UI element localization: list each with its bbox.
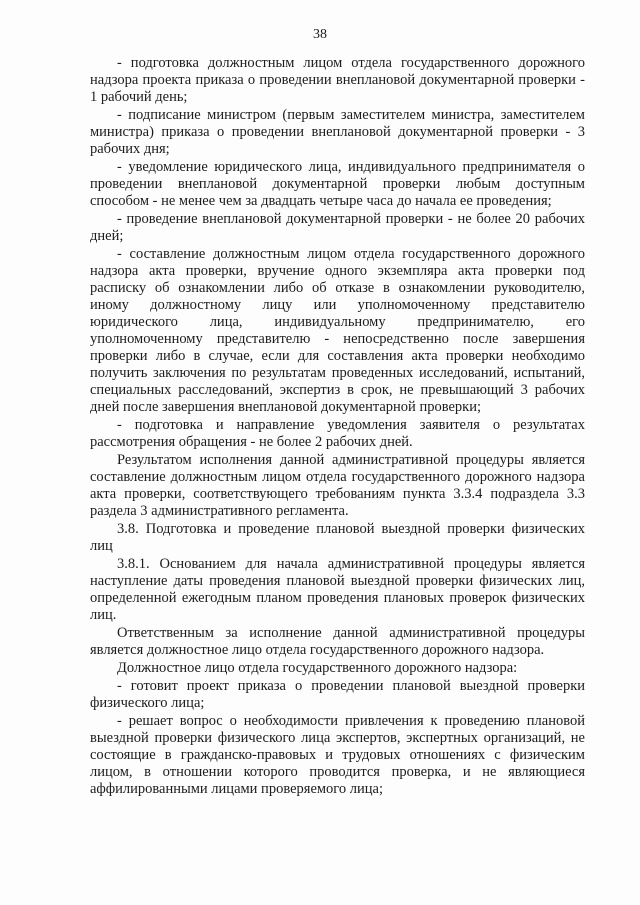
paragraph: - подготовка и направление уведомления заявителя о результатах рассмотрения обращения - не более 2 рабочих дней. <box>90 417 585 450</box>
paragraph: - подготовка должностным лицом отдела государственного дорожного надзора проекта приказа о проведении внеплановой документарной проверки - 1 рабочий день; <box>90 55 585 105</box>
paragraph: - уведомление юридического лица, индивидуального предпринимателя о проведении внеплановой документарной проверки любым доступным способом - не менее чем за двадцать четыре часа до начала ее проведения; <box>90 159 585 209</box>
paragraph: - подписание министром (первым заместителем министра, заместителем министра) приказа о проведении внеплановой документарной проверки - 3 рабочих дня; <box>90 107 585 157</box>
section-heading: 3.8. Подготовка и проведение плановой выездной проверки физических лиц <box>90 521 585 554</box>
paragraph: - готовит проект приказа о проведении плановой выездной проверки физического лица; <box>90 678 585 711</box>
paragraph: - проведение внеплановой документарной проверки - не более 20 рабочих дней; <box>90 211 585 244</box>
paragraph: - решает вопрос о необходимости привлечения к проведению плановой выездной проверки физического лица экспертов, экспертных организаций, не состоящие в гражданско-правовых и трудовых отношениях с физическим лицом, в отношении которого проводится проверка, и не являющиеся аффилированными лицами проверяемого лица; <box>90 713 585 797</box>
paragraph: - составление должностным лицом отдела государственного дорожного надзора акта проверки, вручение одного экземпляра акта проверки под расписку об ознакомлении либо об отказе в ознакомлении руководителю, иному должностному лицу или уполномоченному представителю юридического лица, индивидуальному предпринимателю, его уполномоченному представителю - непосредственно после завершения проверки либо в случае, если для составления акта проверки необходимо получить заключения по результатам проведенных исследований, испытаний, специальных расследований, экспертиз в срок, не превышающий 3 рабочих дней после завершения внеплановой документарной проверки; <box>90 246 585 415</box>
document-body <box>90 55 585 799</box>
paragraph: Ответственным за исполнение данной административной процедуры является должностное лицо отдела государственного дорожного надзора. <box>90 625 585 658</box>
page-number: 38 <box>313 27 327 42</box>
paragraph: Результатом исполнения данной административной процедуры является составление должностным лицом отдела государственного дорожного надзора акта проверки, соответствующего требованиям пункта 3.3.4 подраздела 3.3 раздела 3 административного регламента. <box>90 452 585 519</box>
paragraph: Должностное лицо отдела государственного дорожного надзора: <box>117 660 518 676</box>
paragraph: 3.8.1. Основанием для начала административной процедуры является наступление даты проведения плановой выездной проверки физических лиц, определенной ежегодным планом проведения плановых проверок физических лиц. <box>90 556 585 623</box>
